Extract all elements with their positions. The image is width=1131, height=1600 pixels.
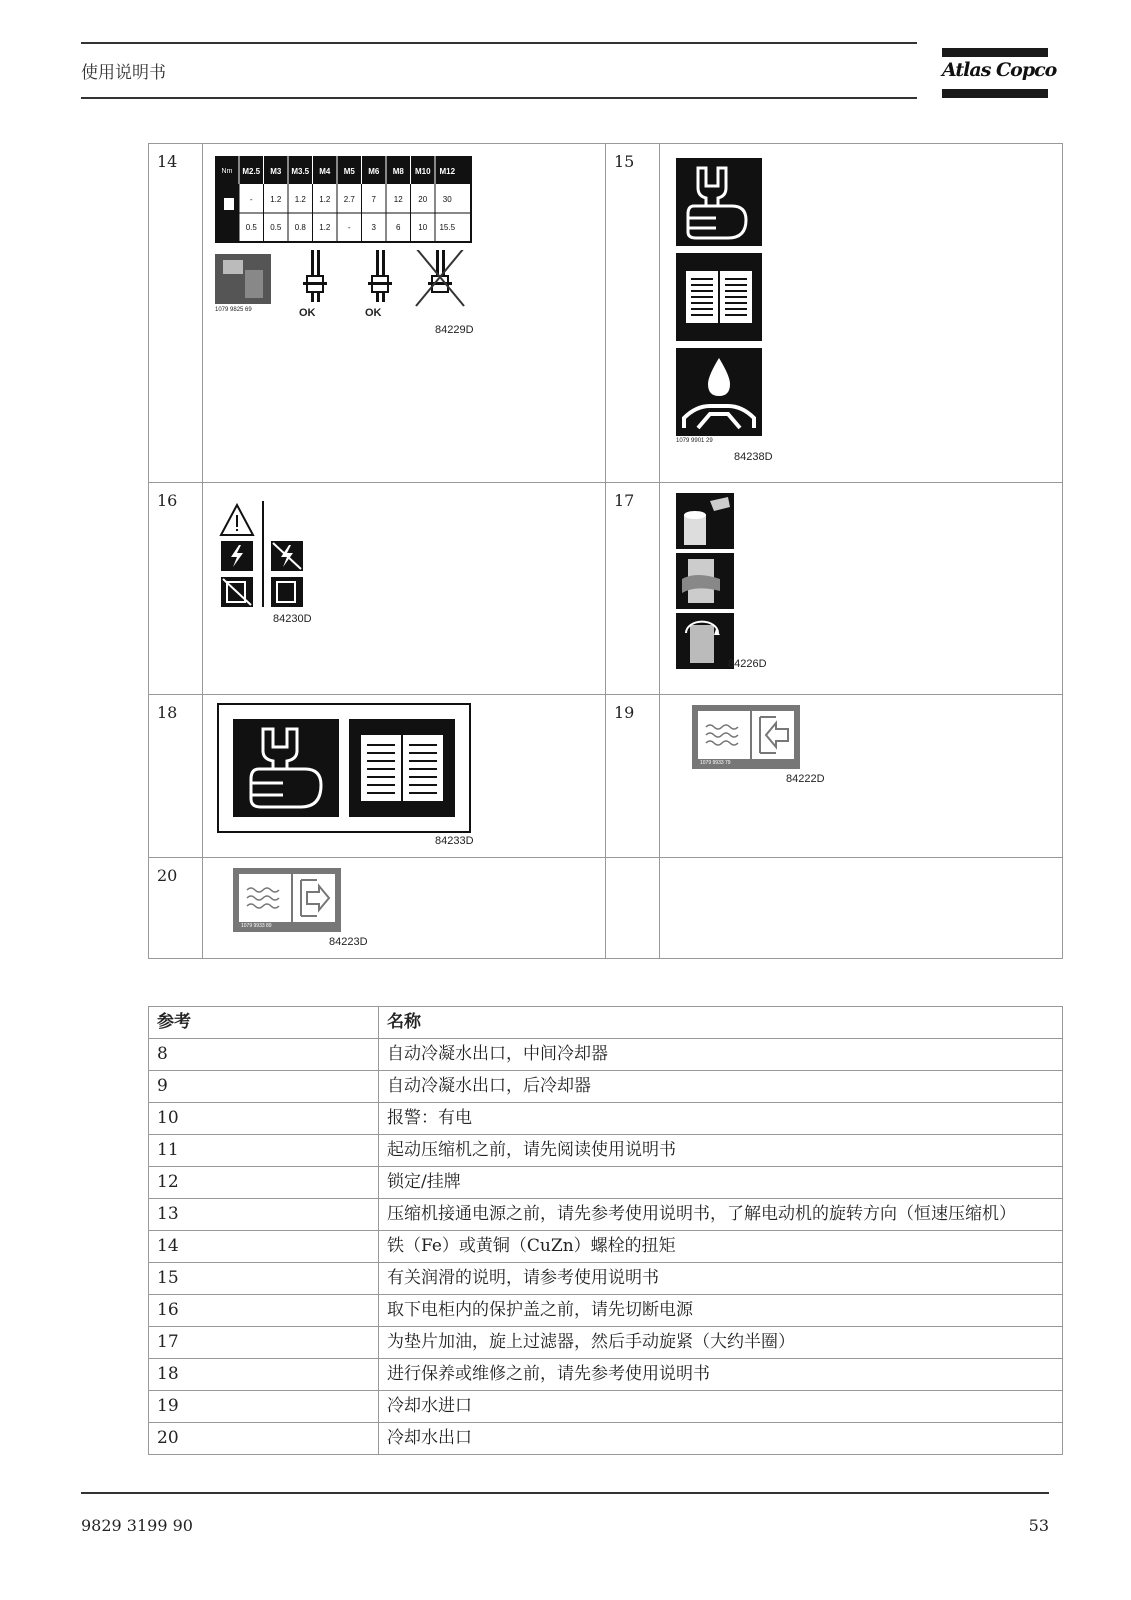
table-row bbox=[149, 1423, 1063, 1455]
figure-caption: 84223D bbox=[329, 936, 368, 948]
legend-table bbox=[148, 1006, 1063, 1455]
figure-cell-20 bbox=[203, 858, 606, 959]
torque-header-cell: M8 bbox=[392, 167, 404, 176]
table-row bbox=[149, 1231, 1063, 1263]
torque-cuzn-cell: 0.8 bbox=[294, 223, 306, 232]
torque-cuzn-cell: 15.5 bbox=[439, 223, 456, 232]
legend-name-cell: 为垫片加油，旋上过滤器，然后手动旋紧（大约半圈） bbox=[379, 1327, 1063, 1359]
torque-header-cell: M6 bbox=[368, 167, 380, 176]
figure-cell-19 bbox=[660, 695, 1063, 858]
legend-ref-cell: 14 bbox=[149, 1231, 379, 1263]
figure-ref-20: 20 bbox=[149, 858, 203, 959]
legend-name-cell: 铁（Fe）或黄铜（CuZn）螺栓的扭矩 bbox=[379, 1231, 1063, 1263]
torque-unit-label: Nm bbox=[221, 168, 233, 175]
figure-ref-15: 15 bbox=[606, 144, 660, 483]
legend-ref-cell: 19 bbox=[149, 1391, 379, 1423]
decal-figures-grid bbox=[148, 143, 1063, 959]
legend-name-cell: 锁定/挂牌 bbox=[379, 1167, 1063, 1199]
service-manual-decal bbox=[217, 703, 477, 837]
torque-cuzn-cell: - bbox=[347, 223, 351, 232]
footer-rule bbox=[81, 1492, 1049, 1494]
legend-ref-cell: 18 bbox=[149, 1359, 379, 1391]
torque-header-cell: M4 bbox=[319, 167, 331, 176]
legend-ref-cell: 12 bbox=[149, 1167, 379, 1199]
figure-caption: 84229D bbox=[435, 324, 474, 336]
table-row bbox=[149, 1199, 1063, 1231]
figure-caption: 84230D bbox=[273, 613, 312, 625]
table-row bbox=[149, 1071, 1063, 1103]
torque-header-cell: M3 bbox=[270, 167, 282, 176]
ok-label-1: OK bbox=[299, 307, 316, 319]
legend-ref-cell: 13 bbox=[149, 1199, 379, 1231]
legend-name-cell: 进行保养或维修之前，请先参考使用说明书 bbox=[379, 1359, 1063, 1391]
legend-name-cell: 有关润滑的说明，请参考使用说明书 bbox=[379, 1263, 1063, 1295]
header-bottom-rule bbox=[81, 97, 917, 99]
legend-ref-cell: 11 bbox=[149, 1135, 379, 1167]
torque-cuzn-cell: 3 bbox=[371, 223, 376, 232]
table-row bbox=[149, 1039, 1063, 1071]
torque-cuzn-cell: 0.5 bbox=[245, 223, 257, 232]
legend-ref-cell: 17 bbox=[149, 1327, 379, 1359]
torque-fe-cell: 1.2 bbox=[319, 195, 331, 204]
legend-ref-cell: 16 bbox=[149, 1295, 379, 1327]
legend-name-cell: 取下电柜内的保护盖之前，请先切断电源 bbox=[379, 1295, 1063, 1327]
legend-ref-cell: 20 bbox=[149, 1423, 379, 1455]
lubrication-drop-icon bbox=[676, 348, 762, 436]
legend-ref-cell: 8 bbox=[149, 1039, 379, 1071]
figure-caption: 84222D bbox=[786, 773, 825, 785]
figure-part-number: 1079 9933 79 bbox=[700, 760, 731, 766]
bolt-tightening-illustration bbox=[215, 250, 475, 320]
torque-fe-cell: 1.2 bbox=[294, 195, 306, 204]
torque-cuzn-cell: 6 bbox=[396, 223, 401, 232]
torque-fe-cell: 12 bbox=[393, 195, 403, 204]
legend-ref-cell: 15 bbox=[149, 1263, 379, 1295]
figure-cell-17 bbox=[660, 483, 1063, 695]
table-row bbox=[149, 1167, 1063, 1199]
figure-cell-16 bbox=[203, 483, 606, 695]
torque-cuzn-cell: 0.5 bbox=[270, 223, 282, 232]
oil-filter-steps-icon bbox=[676, 493, 736, 673]
figure-ref-19: 19 bbox=[606, 695, 660, 858]
header-top-rule bbox=[81, 42, 917, 44]
atlas-copco-logo bbox=[942, 48, 1057, 100]
figure-ref-16: 16 bbox=[149, 483, 203, 695]
legend-header-row bbox=[149, 1007, 1063, 1039]
legend-header-name: 名称 bbox=[379, 1007, 1063, 1039]
torque-fe-cell: 2.7 bbox=[343, 195, 355, 204]
legend-header-ref: 参考 bbox=[149, 1007, 379, 1039]
figure-part-number: 1079 9901 29 bbox=[676, 438, 713, 444]
table-row bbox=[149, 1103, 1063, 1135]
table-row bbox=[149, 1327, 1063, 1359]
torque-chart-figure bbox=[215, 156, 485, 246]
legend-name-cell: 压缩机接通电源之前，请先参考使用说明书，了解电动机的旋转方向（恒速压缩机） bbox=[379, 1199, 1063, 1231]
figure-cell-14 bbox=[203, 144, 606, 483]
torque-cuzn-cell: 10 bbox=[418, 223, 428, 232]
torque-header-cell: M5 bbox=[343, 167, 355, 176]
torque-fe-cell: 7 bbox=[371, 195, 376, 204]
table-row bbox=[149, 1295, 1063, 1327]
table-row bbox=[149, 1391, 1063, 1423]
torque-fe-cell: 1.2 bbox=[270, 195, 282, 204]
torque-header-cell: M3.5 bbox=[291, 167, 310, 176]
figure-ref-empty bbox=[606, 858, 660, 959]
figure-ref-14: 14 bbox=[149, 144, 203, 483]
legend-ref-cell: 10 bbox=[149, 1103, 379, 1135]
figure-ref-17: 17 bbox=[606, 483, 660, 695]
figure-ref-18: 18 bbox=[149, 695, 203, 858]
legend-name-cell: 自动冷凝水出口，后冷却器 bbox=[379, 1071, 1063, 1103]
table-row bbox=[149, 1359, 1063, 1391]
ok-label-2: OK bbox=[365, 307, 382, 319]
torque-fe-cell: 30 bbox=[442, 195, 452, 204]
figure-cell-15 bbox=[660, 144, 1063, 483]
table-row bbox=[149, 1135, 1063, 1167]
table-row bbox=[149, 1263, 1063, 1295]
figure-part-number: 1079 9825 69 bbox=[215, 307, 252, 313]
header-title: 使用说明书 bbox=[81, 63, 166, 83]
torque-header-cell: M10 bbox=[414, 167, 431, 176]
torque-fe-cell: 20 bbox=[418, 195, 428, 204]
legend-name-cell: 报警：有电 bbox=[379, 1103, 1063, 1135]
torque-header-cell: M12 bbox=[439, 167, 456, 176]
manual-book-icon bbox=[676, 253, 762, 341]
legend-name-cell: 冷却水出口 bbox=[379, 1423, 1063, 1455]
figure-cell-18 bbox=[203, 695, 606, 858]
legend-name-cell: 起动压缩机之前，请先阅读使用说明书 bbox=[379, 1135, 1063, 1167]
wrench-hand-icon bbox=[676, 158, 762, 246]
figure-caption: 84233D bbox=[435, 835, 474, 847]
figure-part-number: 1079 9933 89 bbox=[241, 923, 272, 929]
legend-name-cell: 自动冷凝水出口，中间冷却器 bbox=[379, 1039, 1063, 1071]
electrical-cabinet-warning-icon bbox=[217, 499, 317, 611]
figure-cell-empty bbox=[660, 858, 1063, 959]
legend-name-cell: 冷却水进口 bbox=[379, 1391, 1063, 1423]
figure-caption: 84226D bbox=[728, 658, 767, 670]
figure-caption: 84238D bbox=[734, 451, 773, 463]
document-number: 9829 3199 90 bbox=[81, 1516, 193, 1535]
logo-text: Atlas Copco bbox=[942, 59, 1057, 81]
torque-fe-cell: - bbox=[249, 195, 253, 204]
page-number: 53 bbox=[1028, 1516, 1049, 1535]
torque-cuzn-cell: 1.2 bbox=[319, 223, 331, 232]
legend-ref-cell: 9 bbox=[149, 1071, 379, 1103]
torque-header-cell: M2.5 bbox=[242, 167, 261, 176]
